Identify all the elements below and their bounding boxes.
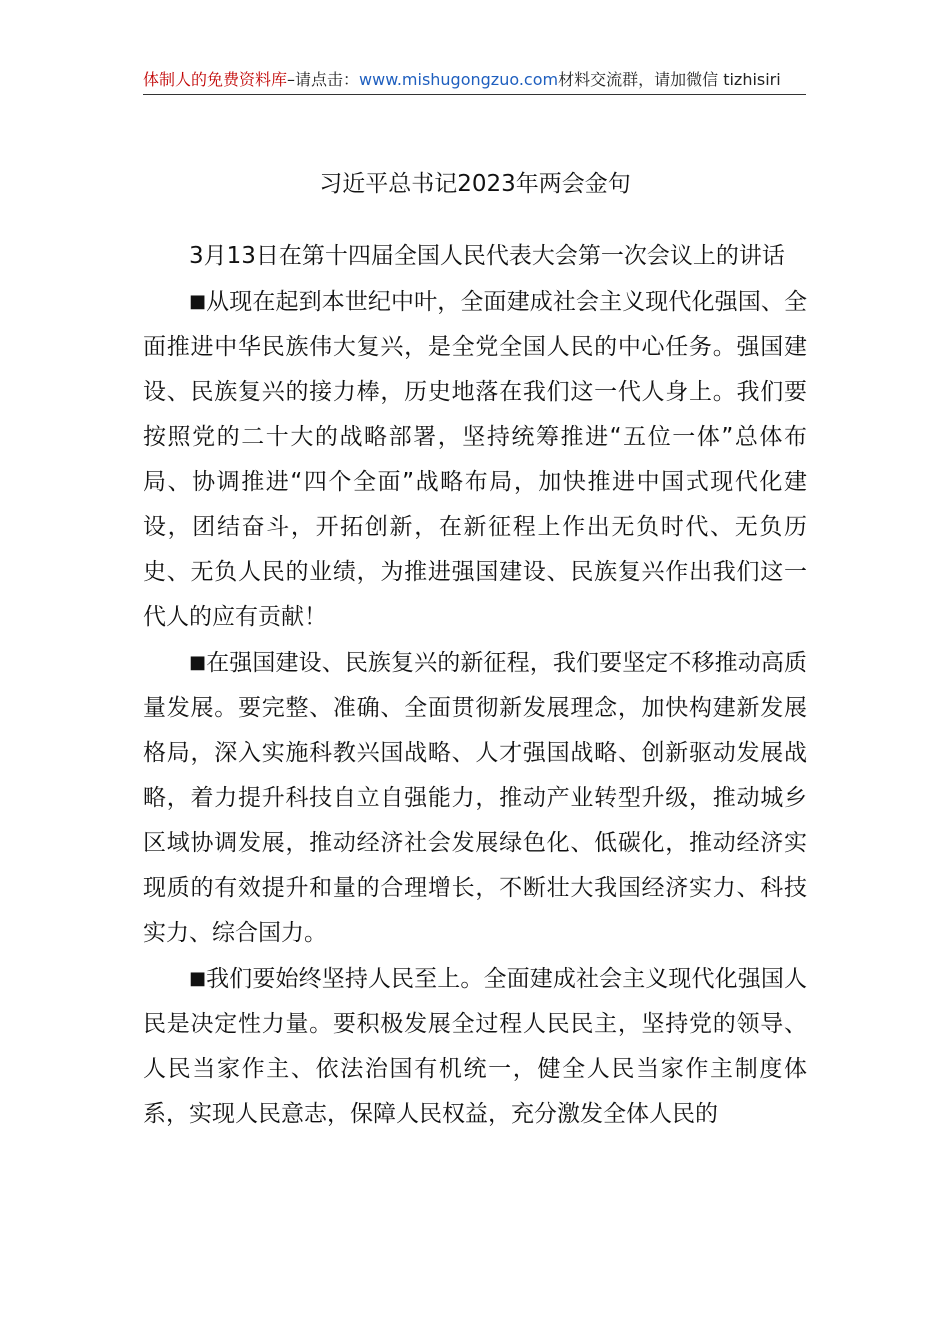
header-contact: 材料交流群，请加微信 tizhisiri: [558, 70, 781, 89]
document-body: [143, 234, 807, 1137]
document-subtitle: 3月13日在第十四届全国人民代表大会第一次会议上的讲话: [189, 243, 785, 269]
paragraph-text: 我们要始终坚持人民至上。全面建成社会主义现代化强国人民是决定性力量。要积极发展全过程人民民主，坚持党的领导、人民当家作主、依法治国有机统一，健全人民当家作主制度体系，实现人民意志，保障人民权益，充分激发全体人民的: [143, 966, 807, 1127]
bullet-marker: ■: [189, 652, 207, 673]
page-header: [143, 66, 806, 95]
paragraph: [143, 956, 807, 1137]
paragraph-text: 从现在起到本世纪中叶，全面建成社会主义现代化强国、全面推进中华民族伟大复兴，是全党全国人民的中心任务。强国建设、民族复兴的接力棒，历史地落在我们这一代人身上。我们要按照党的二十大的战略部署，坚持统筹推进“五位一体”总体布局、协调推进“四个全面”战略布局，加快推进中国式现代化建设，团结奋斗，开拓创新，在新征程上作出无负时代、无负历史、无负人民的业绩，为推进强国建设、民族复兴作出我们这一代人的应有贡献！: [143, 289, 807, 630]
header-prompt: –请点击：: [287, 70, 360, 89]
header-brand: 体制人的免费资料库: [143, 70, 288, 89]
paragraph: [143, 279, 807, 640]
paragraph-text: 在强国建设、民族复兴的新征程，我们要坚定不移推动高质量发展。要完整、准确、全面贯彻新发展理念，加快构建新发展格局，深入实施科教兴国战略、人才强国战略、创新驱动发展战略，着力提升科技自立自强能力，推动产业转型升级，推动城乡区域协调发展，推动经济社会发展绿色化、低碳化，推动经济实现质的有效提升和量的合理增长，不断壮大我国经济实力、科技实力、综合国力。: [143, 650, 807, 946]
bullet-marker: ■: [189, 968, 207, 989]
document-title: 习近平总书记2023年两会金句: [319, 171, 631, 197]
paragraph: [143, 640, 807, 956]
header-link[interactable]: www.mishugongzuo.com: [359, 70, 559, 89]
bullet-marker: ■: [189, 291, 207, 312]
